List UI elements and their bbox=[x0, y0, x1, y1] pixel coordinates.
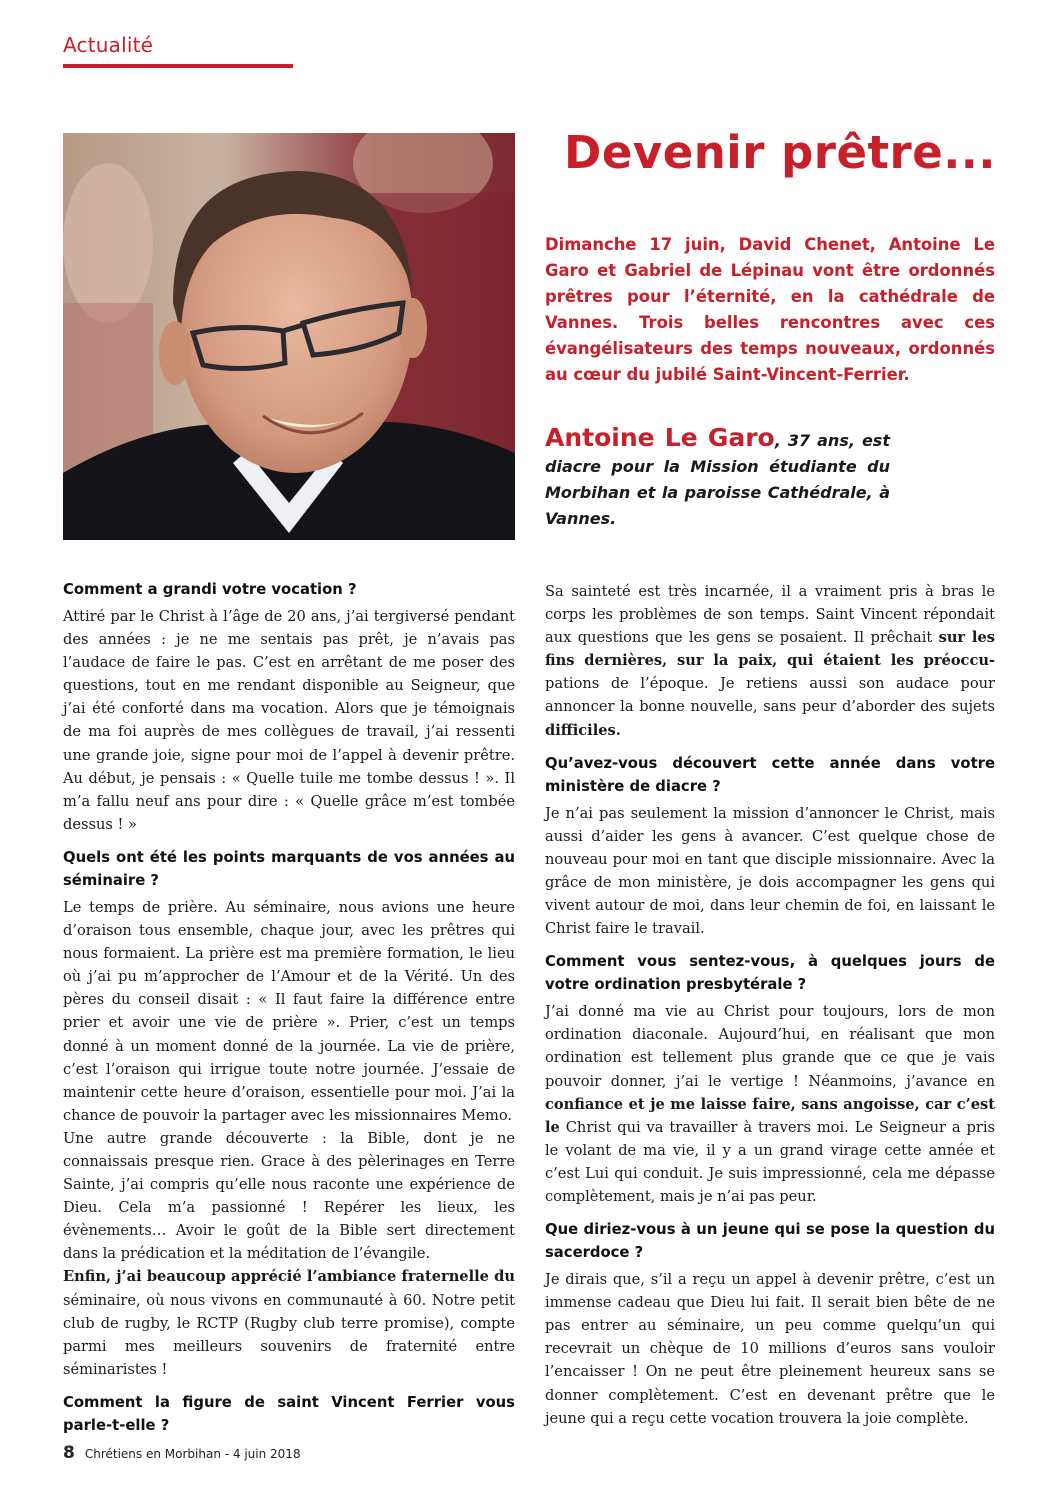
answer-3 bbox=[545, 580, 995, 742]
section-label: Actualité bbox=[63, 33, 154, 57]
publication-date: 4 juin 2018 bbox=[232, 1447, 301, 1461]
article-title: Devenir prêtre... bbox=[564, 126, 996, 179]
answer-1: Attiré par le Christ à l’âge de 20 ans, j’ai tergiversé pendant des années : je ne me sentais pas prêt, je n’avais pas l’audace de faire le pas. C’est en arrêtant de me poser des questions, tout en me rendant disponible au Seigneur, que j’ai été conforté dans ma vocation. Alors que je témoignais de ma foi auprès de mes collègues de travail, j’ai ressenti une grande joie, signe pour moi de l’appel à devenir prêtre. Au début, je pensais : « Quelle tuile me tombe dessus ! ». Il m’a fallu neuf ans pour dire : « Quelle grâce m’est tombée dessus ! » bbox=[63, 608, 515, 833]
portrait-photo bbox=[63, 133, 515, 540]
answer-2-part-3-bold: Enfin, j’ai beaucoup apprécié l’ambiance fraternelle du bbox=[63, 1268, 515, 1286]
question-5: Comment vous sentez-vous, à quelques jours de votre ordination presbytérale ? bbox=[545, 953, 995, 994]
page-footer bbox=[63, 1443, 301, 1463]
answer-6: Je dirais que, s’il a reçu un appel à devenir prêtre, c’est un immense cadeau que Dieu lui fait. Il serait bien bête de ne pas entrer au séminaire, un peu comme quelqu’un qui recevrait un chèque de 10 millions d’euros sans vouloir l’encaisser ! On ne peut être pleinement heureux sans se donner complètement. C’est en devenant prêtre que le jeune qui a reçu cette vocation trouvera la joie complète. bbox=[545, 1271, 995, 1427]
answer-5-start: J’ai donné ma vie au Christ pour toujours, lors de mon ordination diaconale. Aujourd’hui, en réalisant que mon ordination est tellement plus grande que ce que je vais pouvoir donner, j’ai le vertige ! Néanmoins, j’avance en bbox=[545, 1003, 995, 1090]
answer-2-part-2: Une autre grande découverte : la Bible, dont je ne connaissais presque rien. Grace à des pèlerinages en Terre Sainte, j’ai compris qu’elle nous raconte une expérience de Dieu. Cela m’a passionné ! Repérer les lieux, les évènements… Avoir le goût de la Bible sert directement dans la prédication et la méditation de l’évangile. bbox=[63, 1129, 515, 1263]
answer-3-start: Sa sainteté est très incarnée, il a vraiment pris à bras le corps les problèmes de son temps. Saint Vincent répondait aux questions que les gens se posaient. Il prêchait bbox=[545, 583, 995, 647]
answer-3-mid: pations de l’époque. Je retiens aussi son audace pour annoncer la bonne nouvelle, sans peur d’aborder des sujets bbox=[545, 675, 995, 716]
section-divider bbox=[63, 64, 293, 68]
answer-2-part-3-text: séminaire, où nous vivons en communauté à 60. Notre petit club de rugby, le RCTP (Rugby club terre promise), compte parmi mes meilleurs souvenirs de fraternité entre séminaristes ! bbox=[63, 1291, 515, 1378]
answer-5-bold: confiance et je me laisse faire, sans angoisse, car c’est le bbox=[545, 1095, 995, 1136]
interviewee-bio bbox=[545, 425, 890, 532]
answer-2-part-1: Le temps de prière. Au séminaire, nous avions une heure d’oraison tous ensemble, chaque jour, avec les prêtres qui nous formaient. La prière est ma première formation, le lieu où j’ai pu m’approcher de l’Amour et de la Vérité. Un des pères du conseil disait : « Il faut faire la différence entre prier et avoir une vie de prière ». Prier, c’est un temps donné à un moment donné de la journée. La vie de prière, c’est l’oraison qui irrigue toute notre journée. J’essaie de maintenir cette heure d’oraison, essentielle pour moi. J’ai la chance de pouvoir la partager avec les missionnaires Memo. bbox=[63, 898, 515, 1124]
footer-separator: - bbox=[220, 1447, 233, 1461]
article-intro: Dimanche 17 juin, David Chenet, Antoine Le Garo et Gabriel de Lépinau vont être ordonnés prêtres pour l’éternité, en la cathédrale de Vannes. Trois belles rencontres avec ces évangélisateurs des temps nouveaux, ordonnés au cœur du jubilé Saint-Vincent-Ferrier. bbox=[545, 235, 995, 384]
question-3: Comment la figure de saint Vincent Ferrier vous parle-t-elle ? bbox=[63, 1393, 515, 1434]
question-4: Qu’avez-vous découvert cette année dans votre ministère de diacre ? bbox=[545, 754, 995, 795]
page-number: 8 bbox=[63, 1443, 75, 1463]
question-2: Quels ont été les points marquants de vos années au séminaire ? bbox=[63, 848, 515, 889]
left-column bbox=[63, 578, 515, 1437]
right-column bbox=[545, 580, 995, 1434]
answer-5-end: Christ qui va travailler à travers moi. Le Seigneur a pris le volant de ma vie, il y a un grand virage cette année et c’est Lui qui conduit. Je suis impressionné, cela me dépasse complètement, mais je n’ai pas peur. bbox=[545, 1118, 995, 1205]
portrait-illustration bbox=[63, 133, 515, 540]
publication-name: Chrétiens en Morbihan bbox=[84, 1447, 221, 1461]
answer-2-part-3 bbox=[63, 1265, 515, 1380]
answer-3-bold: sur les fins dernières, sur la paix, qui étaient les préoccu- bbox=[545, 629, 995, 670]
interviewee-name: Antoine Le Garo bbox=[545, 423, 775, 452]
interviewee-description: , 37 ans, est diacre pour la Mission étudiante du Morbihan et la paroisse Cathédrale, à Vannes. bbox=[545, 431, 890, 528]
answer-5 bbox=[545, 1000, 995, 1208]
question-6: Que diriez-vous à un jeune qui se pose la question du sacerdoce ? bbox=[545, 1221, 995, 1262]
answer-3-bold-end: difficiles. bbox=[545, 721, 621, 739]
question-1: Comment a grandi votre vocation ? bbox=[63, 581, 357, 598]
answer-4: Je n’ai pas seulement la mission d’annoncer le Christ, mais aussi d’aider les gens à avancer. C’est quelque chose de nouveau pour moi en tant que disciple missionnaire. Avec la grâce de mon ministère, je dois accompagner les gens qui vivent autour de moi, dans leur chemin de foi, en laissant le Christ faire le travail. bbox=[545, 804, 995, 938]
